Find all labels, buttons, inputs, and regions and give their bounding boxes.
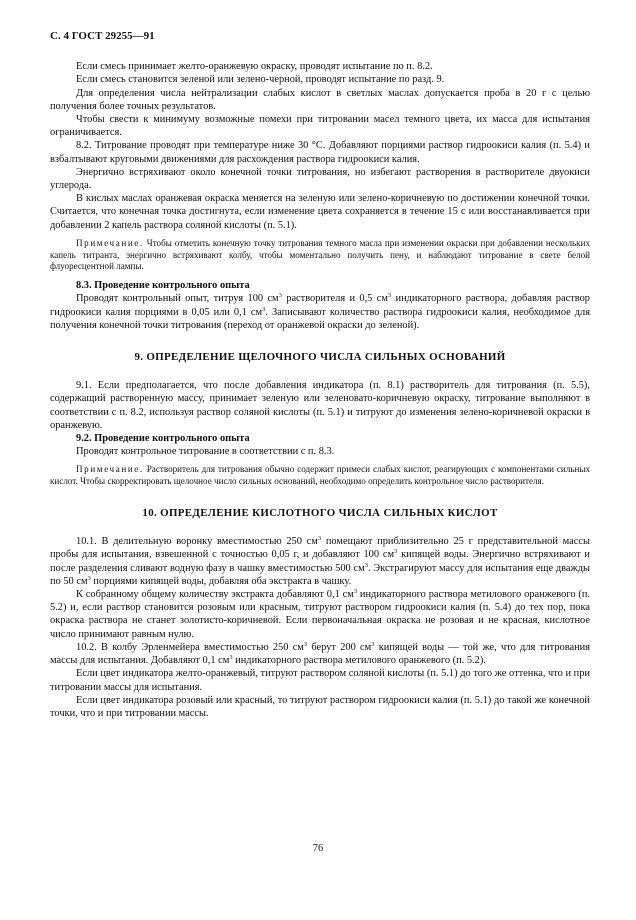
page-number: 76: [312, 843, 324, 854]
note: [50, 238, 590, 273]
paragraph: Энергично встряхивают около конечной точки титрования, но избегают растворения в растворителе двуокиси углерода.: [50, 166, 590, 192]
note-text: Растворитель для титрования обычно содержит примеси слабых кислот, реагирующих с компонентами сильных кислот. Чтобы скорректировать щелочное число сильных оснований, необходимо определить контрольное число растворителя.: [50, 464, 590, 487]
paragraph: Если цвет индикатора розовый или красный, то титруют раствором гидроокиси калия (п. 5.1) до такой же конечной точки, что и при титровании массы.: [50, 694, 590, 719]
subsection-title: 8.3. Проведение контрольного опыта: [76, 280, 250, 292]
paragraph: 10.1. В делительную воронку вместимостью 250 $см^3$ помещают приблизительно 25 г представительной массы пробы для испытания, взвешенной с точностью 0,05 г, и добавляют 100 $см^3$ кипящей воды. Энергично встряхивают и после разделения сливают водную фазу в чашку вместимостью 500 $см^3$. Экстрагируют массу для испытания еще дважды по 50 $см^3$ порциями кипящей воды, добавляя оба экстракта в чашку.: [50, 535, 590, 587]
section-heading: 9. ОПРЕДЕЛЕНИЕ ЩЕЛОЧНОГО ЧИСЛА СИЛЬНЫХ ОСНОВАНИЙ: [134, 351, 506, 364]
paragraph: Чтобы свести к минимуму возможные помехи при титровании масел темного цвета, их масса для испытания ограничивается.: [50, 114, 590, 139]
paragraph: К собранному общему количеству экстракта добавляют 0,1 $см^3$ индикаторного раствора метилового оранжевого (п. 5.2) и, если раствор становится розовым или красным, титруют раствором гидроокиси калия (п. 5.4) до тех пор, пока окраска раствора не станет золотисто-коричневой. Если первоначальная окраска не розовая и не красная, кислотное число принимают равным нулю.: [50, 588, 590, 640]
paragraph: 8.2. Титрование проводят при температуре ниже 30 °С. Добавляют порциями раствор гидроокиси калия (п. 5.4) и взбалтывают круговыми движениями для расхождения раствора гидроокиси калия.: [50, 140, 590, 165]
paragraph: Если цвет индикатора желто-оранжевый, титруют раствором соляной кислоты (п. 5.1) до того же оттенка, что и при титровании массы для испытания.: [50, 668, 590, 693]
page-header: С. 4 ГОСТ 29255—91: [50, 30, 155, 42]
paragraph: Если смесь становится зеленой или зелено-черной, проводят испытание по разд. 9.: [76, 74, 445, 86]
note: [50, 464, 590, 488]
note-label: Примечание.: [76, 237, 144, 248]
section-heading: 10. ОПРЕДЕЛЕНИЕ КИСЛОТНОГО ЧИСЛА СИЛЬНЫХ КИСЛОТ: [142, 507, 498, 520]
note-text: Чтобы отметить конечную точку титрования темного масла при изменении окраски при добавлении нескольких капель титранта, энергично встряхивают колбу, чтобы моментально получить пену, и наблюдают титрование в свете белой флуоресцентной лампы.: [50, 237, 590, 272]
paragraph: Проводят контрольный опыт, титруя 100 $см^3$ растворителя и 0,5 $см^3$ индикаторного раствора, добавляя раствор гидроокиси калия порциями в 0,05 или 0,1 $см^3$. Записывают количество раствора гидроокиси калия, необходимое для получения конечной точки титрования (переход от оранжевой окраски до зеленой).: [50, 292, 590, 331]
paragraph: Если смесь принимает желто-оранжевую окраску, проводят испытание по п. 8.2.: [76, 61, 433, 73]
subsection-title: 9.2. Проведение контрольного опыта: [76, 433, 250, 445]
note-label: Примечание.: [76, 464, 144, 475]
paragraph: 9.1. Если предполагается, что после добавления индикатора (п. 8.1) растворитель для титрования (п. 5.5), содержащий растворенную массу, принимает зеленую или зеленовато-коричневую окраску, титрование выполняют в соответствии с п. 8.2, используя раствор соляной кислоты (п. 5.1) и титруют до изменения зелено-коричневой окраски в оранжевую.: [50, 380, 590, 431]
paragraph: 10.2. В колбу Эрленмейера вместимостью 250 $см^3$ берут 200 $см^3$ кипящей воды — той же, что для титрования массы для испытания. Добавляют 0,1 $см^3$ индикаторного раствора метилового оранжевого (п. 5.2).: [50, 640, 590, 667]
paragraph: Для определения числа нейтрализации слабых кислот в светлых маслах допускается проба в 20 г с целью получения более точных результатов.: [50, 87, 590, 112]
paragraph: В кислых маслах оранжевая окраска меняется на зеленую или зелено-коричневую по достижении конечной точки. Считается, что конечная точка достигнута, если изменение цвета сохраняется в течение 15 с или восстанавливается при добавлении 2 капель раствора соляной кислоты (п. 5.1).: [50, 193, 590, 231]
paragraph: Проводят контрольное титрование в соответствии с п. 8.3.: [76, 446, 335, 458]
